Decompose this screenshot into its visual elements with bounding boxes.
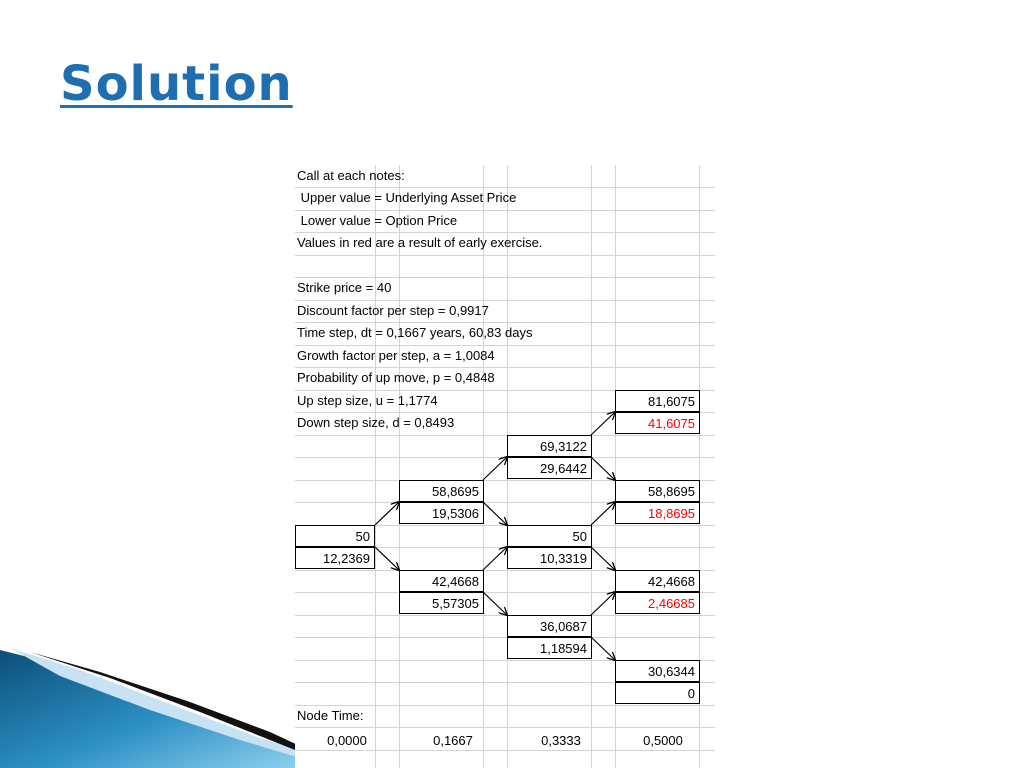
node-t3-udd-option: 2,46685 xyxy=(615,592,700,614)
node-time-t2: 0,3333 xyxy=(541,733,581,748)
node-t3-udd-asset: 42,4668 xyxy=(615,570,700,592)
param-up-step: Up step size, u = 1,1774 xyxy=(297,393,438,408)
node-t2-uu-asset: 69,3122 xyxy=(507,435,592,457)
node-t3-uud-option: 18,8695 xyxy=(615,502,700,524)
arrow-up-icon xyxy=(591,502,615,525)
node-t2-uu-option: 29,6442 xyxy=(507,457,592,479)
node-t1-up-asset: 58,8695 xyxy=(399,480,484,502)
arrow-up-icon xyxy=(591,592,615,615)
node-t1-up-option: 19,5306 xyxy=(399,502,484,524)
arrow-up-icon xyxy=(375,502,399,525)
param-down-step: Down step size, d = 0,8493 xyxy=(297,415,455,430)
param-discount-factor: Discount factor per step = 0,9917 xyxy=(297,303,489,318)
decorative-swoosh xyxy=(0,640,300,768)
arrow-down-icon xyxy=(483,502,507,525)
param-growth-factor: Growth factor per step, a = 1,0084 xyxy=(297,348,495,363)
arrow-down-icon xyxy=(591,637,615,660)
node-t0-option: 12,2369 xyxy=(295,547,375,569)
node-t1-down-option: 5,57305 xyxy=(399,592,484,614)
node-time-label: Node Time: xyxy=(297,708,364,723)
arrow-up-icon xyxy=(483,547,507,570)
tree-arrows xyxy=(295,165,715,768)
arrow-down-icon xyxy=(483,592,507,615)
param-probability: Probability of up move, p = 0,4848 xyxy=(297,370,495,385)
spreadsheet xyxy=(295,165,715,768)
node-time-t1: 0,1667 xyxy=(433,733,473,748)
arrow-down-icon xyxy=(375,547,399,570)
param-strike-price: Strike price = 40 xyxy=(297,280,392,295)
node-t3-uuu-asset: 81,6075 xyxy=(615,390,700,412)
arrow-down-icon xyxy=(591,547,615,570)
notes-line-red: Values in red are a result of early exercise. xyxy=(297,235,543,250)
arrow-up-icon xyxy=(591,412,615,435)
node-time-t3: 0,5000 xyxy=(643,733,683,748)
node-t2-ud-option: 10,3319 xyxy=(507,547,592,569)
node-t2-ud-asset: 50 xyxy=(507,525,592,547)
node-t3-ddd-option: 0 xyxy=(615,682,700,704)
node-t3-ddd-asset: 30,6344 xyxy=(615,660,700,682)
node-t3-uuu-option: 41,6075 xyxy=(615,412,700,434)
notes-line-call: Call at each notes: xyxy=(297,168,405,183)
arrow-down-icon xyxy=(591,457,615,480)
slide-title: Solution xyxy=(60,56,293,112)
node-t2-dd-option: 1,18594 xyxy=(507,637,592,659)
notes-line-lower: Lower value = Option Price xyxy=(297,213,458,228)
node-t0-asset: 50 xyxy=(295,525,375,547)
arrow-up-icon xyxy=(483,457,507,480)
node-t3-uud-asset: 58,8695 xyxy=(615,480,700,502)
param-time-step: Time step, dt = 0,1667 years, 60,83 days xyxy=(297,325,533,340)
node-t2-dd-asset: 36,0687 xyxy=(507,615,592,637)
notes-line-upper: Upper value = Underlying Asset Price xyxy=(297,190,517,205)
node-time-t0: 0,0000 xyxy=(327,733,367,748)
node-t1-down-asset: 42,4668 xyxy=(399,570,484,592)
